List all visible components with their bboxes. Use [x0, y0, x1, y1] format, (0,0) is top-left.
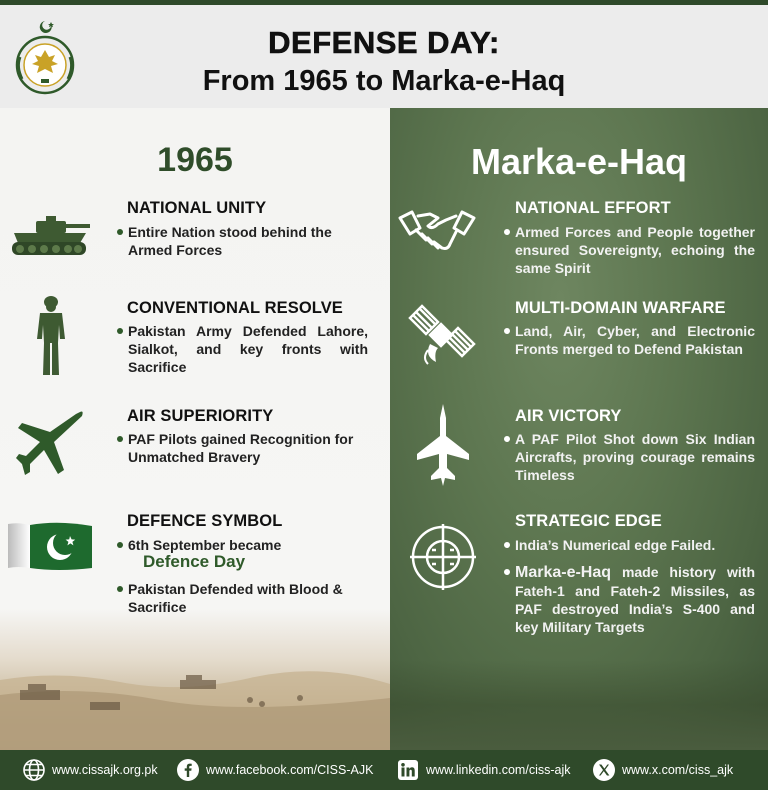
footer-link-label[interactable]: www.cissajk.org.pk: [52, 763, 158, 777]
page-title-line2: From 1965 to Marka-e-Haq: [202, 65, 566, 97]
section-heading-air-victory: AIR VICTORY: [515, 407, 622, 425]
bullet-dot: [504, 569, 510, 575]
right-column-title: Marka-e-Haq: [470, 141, 688, 182]
linkedin-icon: [396, 758, 420, 782]
satellite-icon: [408, 304, 476, 370]
bullet-dot: [504, 328, 510, 334]
bullet-conventional-resolve: [128, 322, 368, 376]
footer-link-website[interactable]: [22, 750, 158, 790]
bullet-text: A PAF Pilot Shot down Six Indian Aircrafts, proving courage remains Timeless: [515, 431, 755, 483]
bullet-defence-symbol-2: [128, 580, 368, 616]
bullet-multi-domain-warfare: [515, 322, 755, 358]
marka-e-haq-lead: Marka-e-Haq: [515, 564, 612, 581]
bullet-national-unity: [128, 223, 363, 259]
footer-link-label[interactable]: www.facebook.com/CISS-AJK: [206, 763, 374, 777]
footer-link-x[interactable]: [592, 750, 733, 790]
section-heading-air-superiority: AIR SUPERIORITY: [127, 407, 274, 425]
footer-link-linkedin[interactable]: [396, 750, 570, 790]
footer: [0, 750, 768, 790]
section-heading-defence-symbol: DEFENCE SYMBOL: [127, 512, 283, 530]
bullet-dot: [504, 436, 510, 442]
bullet-text: Pakistan Defended with Blood & Sacrifice: [128, 581, 343, 615]
section-heading-national-unity: NATIONAL UNITY: [127, 199, 267, 217]
pakistan-flag-icon: [8, 522, 92, 570]
bullet-strategic-edge-2: [515, 563, 755, 636]
bullet-air-victory: [515, 430, 755, 484]
soldier-icon: [32, 295, 70, 377]
left-column-title: 1965: [157, 141, 233, 179]
facebook-icon: [176, 758, 200, 782]
section-heading-national-effort: NATIONAL EFFORT: [515, 199, 671, 217]
section-heading-multi-domain-warfare: MULTI-DOMAIN WARFARE: [515, 299, 726, 317]
bullet-text: PAF Pilots gained Recognition for Unmatched Bravery: [128, 431, 354, 465]
bullet-text: made history with Fateh-1 and Fateh-2 Missiles, as PAF destroyed India’s S-400 and key Military Targets: [515, 564, 755, 635]
defence-day-highlight: Defence Day: [143, 552, 246, 571]
battlefield-scene-image: [0, 660, 390, 750]
tank-icon: [8, 213, 92, 259]
bullet-dot: [117, 328, 123, 334]
handshake-icon: [398, 208, 476, 258]
bullet-text: Pakistan Army Defended Lahore, Sialkot, and key fronts with Sacrifice: [128, 323, 368, 375]
fighter-jet-icon: [415, 402, 471, 488]
footer-link-label[interactable]: www.x.com/ciss_ajk: [622, 763, 734, 777]
header: [0, 5, 768, 108]
bullet-text: Land, Air, Cyber, and Electronic Fronts merged to Defend Pakistan: [515, 323, 755, 357]
landscape-scene-image: [390, 660, 768, 750]
bullet-strategic-edge-1: [515, 536, 755, 554]
bullet-dot: [504, 229, 510, 235]
bullet-text: Entire Nation stood behind the Armed Forces: [128, 224, 332, 258]
bullet-dot: [117, 542, 123, 548]
bullet-text: 6th September became: [128, 537, 282, 553]
crosshair-icon: [410, 524, 476, 590]
footer-link-label[interactable]: www.linkedin.com/ciss-ajk: [426, 763, 571, 777]
airplane-icon: [14, 408, 86, 478]
page-title-line1: DEFENSE DAY:: [268, 25, 500, 60]
x-icon: [592, 758, 616, 782]
section-heading-conventional-resolve: CONVENTIONAL RESOLVE: [127, 299, 343, 317]
globe-icon: [22, 758, 46, 782]
section-heading-strategic-edge: STRATEGIC EDGE: [515, 512, 662, 530]
bullet-national-effort: [515, 223, 755, 277]
bullet-dot: [117, 229, 123, 235]
bullet-dot: [504, 542, 510, 548]
bullet-air-superiority: [128, 430, 363, 466]
bullet-dot: [117, 436, 123, 442]
bullet-text: India’s Numerical edge Failed.: [515, 537, 716, 553]
bullet-text: Armed Forces and People together ensured Sovereignty, echoing the same Spirit: [515, 224, 755, 276]
footer-link-facebook[interactable]: [176, 750, 373, 790]
bullet-dot: [117, 586, 123, 592]
